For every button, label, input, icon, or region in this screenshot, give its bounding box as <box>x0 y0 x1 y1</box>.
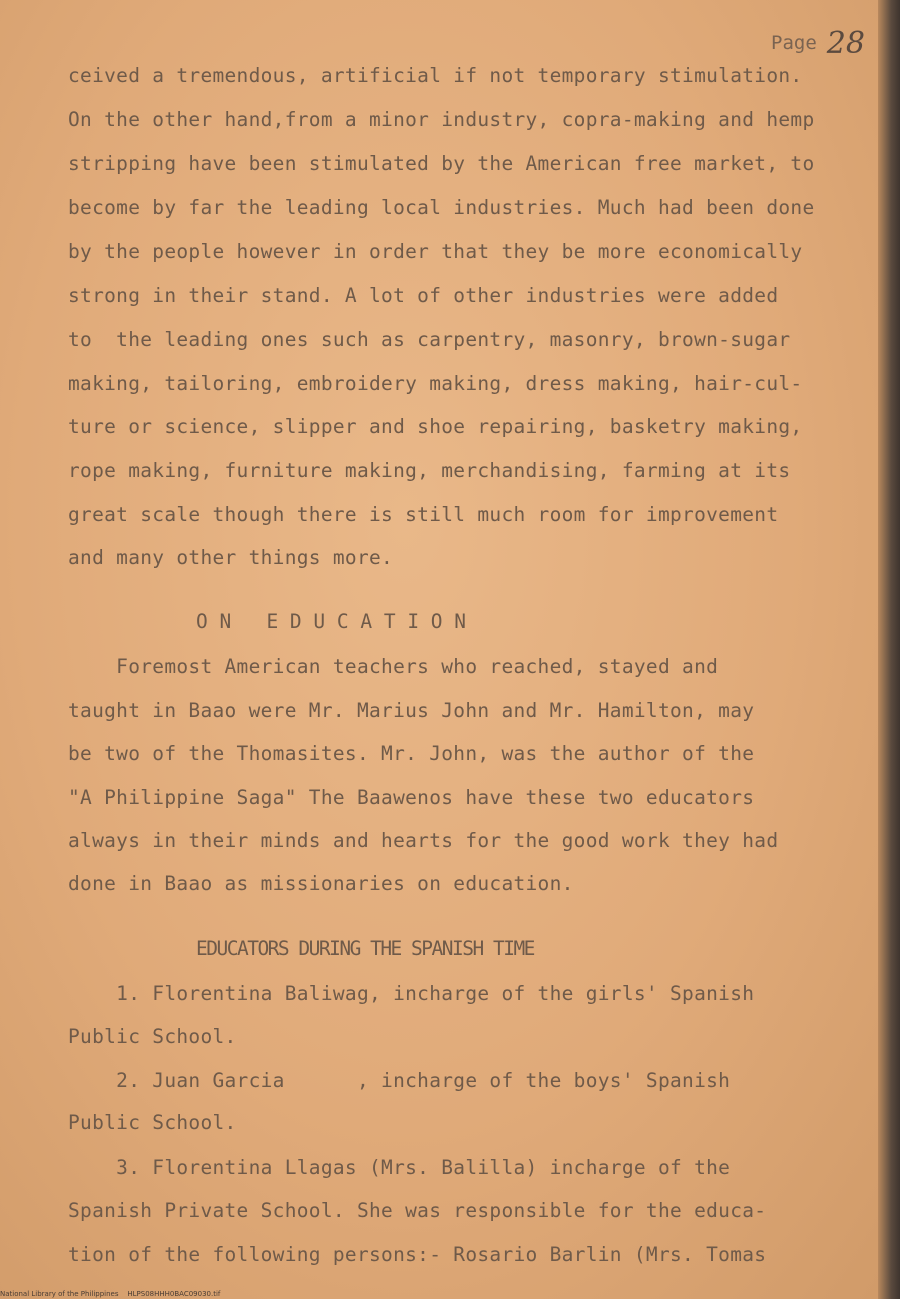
body-line-3: stripping have been stimulated by the American free market, to <box>68 152 815 175</box>
page-label: Page <box>771 32 817 54</box>
education-line-3: be two of the Thomasites. Mr. John, was the author of the <box>68 742 755 765</box>
page-right-edge-shadow <box>878 0 900 1299</box>
page-number-handwritten: 28 <box>826 26 865 61</box>
educator-line-4: Public School. <box>68 1111 237 1134</box>
education-line-6: done in Baao as missionaries on education. <box>68 872 574 895</box>
page-number-header <box>771 22 865 61</box>
heading-educators-spanish-time: EDUCATORS DURING THE SPANISH TIME <box>196 937 534 960</box>
educator-line-2: Public School. <box>68 1025 237 1048</box>
body-line-7: to the leading ones such as carpentry, masonry, brown-sugar <box>68 328 791 351</box>
body-line-9: ture or science, slipper and shoe repairing, basketry making, <box>68 415 803 438</box>
heading-on-education: O N E D U C A T I O N <box>196 610 467 633</box>
education-line-2: taught in Baao were Mr. Marius John and Mr. Hamilton, may <box>68 699 755 722</box>
body-line-10: rope making, furniture making, merchandising, farming at its <box>68 459 791 482</box>
education-line-4: "A Philippine Saga" The Baawenos have these two educators <box>68 786 755 809</box>
body-line-11: great scale though there is still much room for improvement <box>68 503 779 526</box>
body-line-2: On the other hand,from a minor industry, copra-making and hemp <box>68 108 815 131</box>
educator-line-7: tion of the following persons:- Rosario Barlin (Mrs. Tomas <box>68 1243 767 1266</box>
educator-line-5: 3. Florentina Llagas (Mrs. Balilla) incharge of the <box>68 1156 731 1179</box>
educator-line-3: 2. Juan Garcia , incharge of the boys' Spanish <box>68 1069 731 1092</box>
educator-line-1: 1. Florentina Baliwag, incharge of the girls' Spanish <box>68 982 755 1005</box>
body-line-5: by the people however in order that they be more economically <box>68 240 803 263</box>
body-line-8: making, tailoring, embroidery making, dress making, hair-cul- <box>68 372 803 395</box>
body-line-6: strong in their stand. A lot of other industries were added <box>68 284 779 307</box>
body-line-12: and many other things more. <box>68 546 394 569</box>
body-line-4: become by far the leading local industries. Much had been done <box>68 196 815 219</box>
education-line-1: Foremost American teachers who reached, stayed and <box>68 655 719 678</box>
scan-footer-caption: National Library of the Philippines HLPS08HHH0BAC09030.tif <box>0 1290 221 1298</box>
body-line-1: ceived a tremendous, artificial if not temporary stimulation. <box>68 64 803 87</box>
education-line-5: always in their minds and hearts for the good work they had <box>68 829 779 852</box>
educator-line-6: Spanish Private School. She was responsible for the educa- <box>68 1199 767 1222</box>
